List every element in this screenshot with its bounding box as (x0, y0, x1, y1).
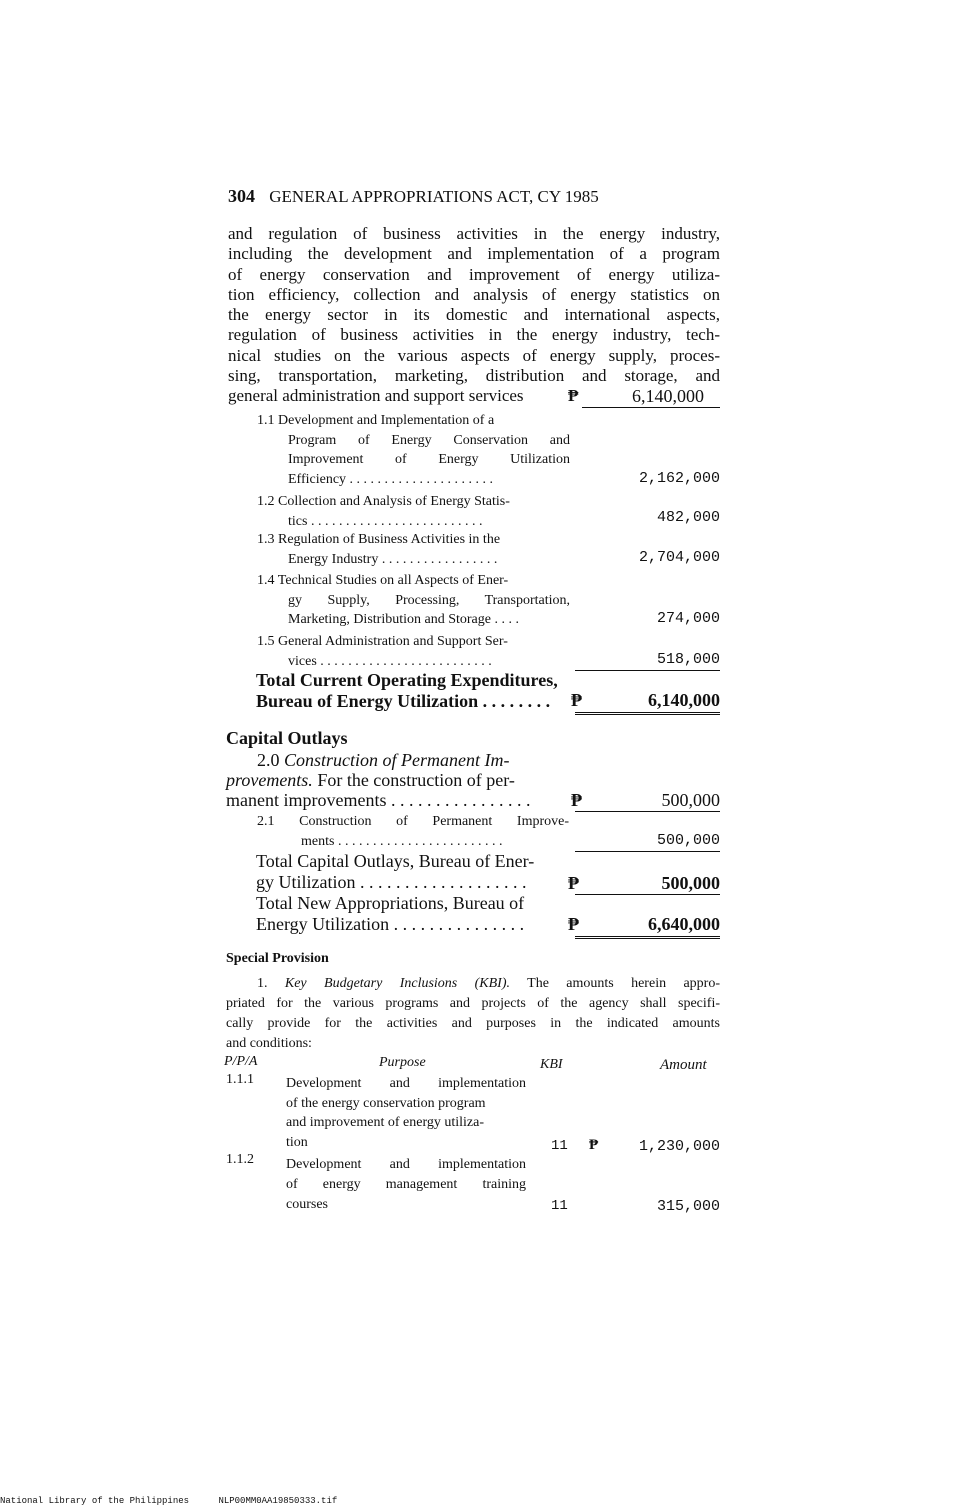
special-line: The amounts herein appro- (527, 976, 720, 991)
special-heading: Special Provision (226, 951, 329, 966)
footer-filename: NLP00MM0AA19850333.tif (218, 1496, 338, 1506)
item-1-4 (257, 571, 570, 630)
item-1-1 (257, 411, 570, 489)
total-capital-peso: ₱ (568, 873, 579, 893)
kbi-header-kbi: KBI (540, 1057, 563, 1072)
kbi-row-2-amount: 315,000 (656, 1198, 720, 1215)
kbi-header-ppa: P/P/A (224, 1054, 258, 1069)
total-current-label (256, 670, 558, 712)
scan-footer (0, 1496, 337, 1506)
special-line: priated for the various programs and projects of the agency shall specifi- (226, 996, 720, 1011)
kbi-row-1-amount: 1,230,000 (638, 1138, 720, 1155)
item-line: Marketing, Distribution and Storage . . . . (288, 612, 519, 627)
total-new-double-underline (575, 936, 720, 939)
special-line: and conditions: (226, 1036, 312, 1051)
total-new-amount: 6,640,000 (648, 914, 720, 934)
purpose-line: Development and implementation (286, 1076, 526, 1091)
capital-italic: provements. (226, 770, 313, 790)
special-num: 1. (257, 976, 268, 991)
special-line: cally provide for the activities and purposes in the indicated amounts (226, 1016, 720, 1031)
kbi-row-2-purpose (286, 1155, 526, 1215)
special-italic: Key Budgetary Inclusions (KBI). (284, 976, 511, 991)
total-current-peso: ₱ (571, 690, 582, 710)
item-1-5 (257, 632, 508, 671)
capital-num: 2.0 (257, 750, 280, 770)
subitem-underline (575, 851, 720, 852)
total-current-double-underline (575, 712, 720, 715)
intro-line: regulation of business activities in the energy industry, tech- (228, 325, 720, 345)
item-1-2-amount: 482,000 (656, 509, 720, 526)
purpose-line: of the energy conservation program (286, 1095, 486, 1111)
item-line: 1.2 Collection and Analysis of Energy Statis- (257, 494, 510, 509)
capital-line3: manent improvements . . . . . . . . . . . . . . . . (226, 790, 531, 810)
capital-rest: For the construction of per- (317, 770, 515, 790)
kbi-row-2-kbi: 11 (551, 1198, 568, 1214)
intro-amount: 6,140,000 (632, 386, 704, 406)
kbi-row-2-ppa: 1.1.2 (226, 1152, 254, 1167)
capital-heading: Capital Outlays (226, 728, 348, 748)
kbi-row-1-purpose (286, 1074, 526, 1152)
kbi-row-1-kbi: 11 (551, 1138, 568, 1154)
item-2-1 (257, 812, 569, 851)
total-current-amount: 6,140,000 (648, 690, 720, 710)
capital-underline (575, 811, 720, 812)
total-line: Total Current Operating Expenditures, (256, 670, 558, 690)
capital-peso: ₱ (571, 790, 582, 810)
item-1-3 (257, 530, 500, 569)
item-1-1-amount: 2,162,000 (638, 470, 720, 487)
total-capital-label (256, 851, 534, 893)
total-line: Energy Utilization . . . . . . . . . . . . . . . (256, 914, 525, 934)
special-paragraph (226, 974, 720, 1054)
page-header (228, 186, 599, 207)
page-title: GENERAL APPROPRIATIONS ACT, CY 1985 (269, 187, 599, 206)
item-2-1-amount: 500,000 (656, 832, 720, 849)
total-line: Total New Appropriations, Bureau of (256, 893, 525, 913)
item-line: Efficiency . . . . . . . . . . . . . . . . . . . . . (288, 471, 494, 487)
footer-library: National Library of the Philippines (0, 1496, 190, 1506)
intro-line: tion efficiency, collection and analysis of energy statistics on (228, 284, 720, 304)
item-1-2 (257, 492, 510, 531)
kbi-header-purpose: Purpose (379, 1055, 426, 1070)
item-line: 1.5 General Administration and Support Ser- (257, 634, 508, 649)
capital-amount: 500,000 (661, 790, 720, 810)
intro-line: the energy sector in its domestic and international aspects, (228, 305, 720, 325)
purpose-line: tion (286, 1134, 308, 1150)
item-line: Program of Energy Conservation and (288, 432, 570, 448)
purpose-line: courses (286, 1197, 328, 1212)
item-line: tics . . . . . . . . . . . . . . . . . . . . . . . . . (288, 513, 483, 529)
total-new-peso: ₱ (568, 914, 579, 934)
total-line: gy Utilization . . . . . . . . . . . . . . . . . . . (256, 872, 527, 892)
intro-line: of energy conservation and improvement of energy utiliza- (228, 264, 720, 284)
intro-line: and regulation of business activities in the energy industry, (228, 224, 720, 243)
intro-peso: ₱ (568, 386, 579, 405)
kbi-row-1-ppa: 1.1.1 (226, 1072, 254, 1087)
item-1-5-amount: 518,000 (656, 651, 720, 668)
intro-underline (582, 407, 720, 408)
item-line: Energy Industry . . . . . . . . . . . . . . . . . (288, 551, 498, 567)
items-underline (575, 670, 720, 671)
total-new-label (256, 893, 524, 935)
item-line: 1.3 Regulation of Business Activities in the (257, 532, 501, 547)
capital-line2 (226, 770, 515, 791)
total-capital-amount: 500,000 (661, 873, 720, 893)
item-line: 1.4 Technical Studies on all Aspects of Ener- (257, 573, 509, 588)
special-first-line (226, 974, 720, 994)
item-1-3-amount: 2,704,000 (638, 549, 720, 566)
purpose-line: Development and implementation (286, 1157, 526, 1172)
item-line: 1.1 Development and Implementation of a (257, 413, 495, 428)
intro-line: sing, transportation, marketing, distribution and storage, and (228, 366, 720, 386)
item-line: 2.1 Construction of Permanent Improve- (257, 814, 569, 829)
capital-line1 (257, 750, 509, 771)
total-line: Bureau of Energy Utilization . . . . . . . . (256, 691, 551, 711)
total-line: Total Capital Outlays, Bureau of Ener- (256, 851, 535, 871)
kbi-row-1-peso: ₱ (589, 1137, 599, 1153)
intro-paragraph (228, 224, 720, 412)
item-line: vices . . . . . . . . . . . . . . . . . . . . . . . . . (288, 653, 492, 669)
intro-line: nical studies on the various aspects of energy supply, proces- (228, 345, 720, 365)
intro-line: general administration and support services (228, 386, 524, 406)
item-line: gy Supply, Processing, Transportation, (288, 592, 570, 608)
capital-italic: Construction of Permanent Im- (284, 750, 510, 770)
purpose-line: and improvement of energy utiliza- (286, 1115, 485, 1130)
purpose-line: of energy management training (286, 1177, 526, 1192)
item-1-4-amount: 274,000 (656, 610, 720, 627)
kbi-header-amount: Amount (660, 1057, 707, 1073)
total-capital-underline (575, 894, 720, 895)
item-line: Improvement of Energy Utilization (288, 452, 570, 467)
page-number: 304 (228, 186, 255, 206)
intro-line: including the development and implementation of a program (228, 244, 720, 264)
item-line: ments . . . . . . . . . . . . . . . . . . . . . . . . (301, 833, 503, 849)
